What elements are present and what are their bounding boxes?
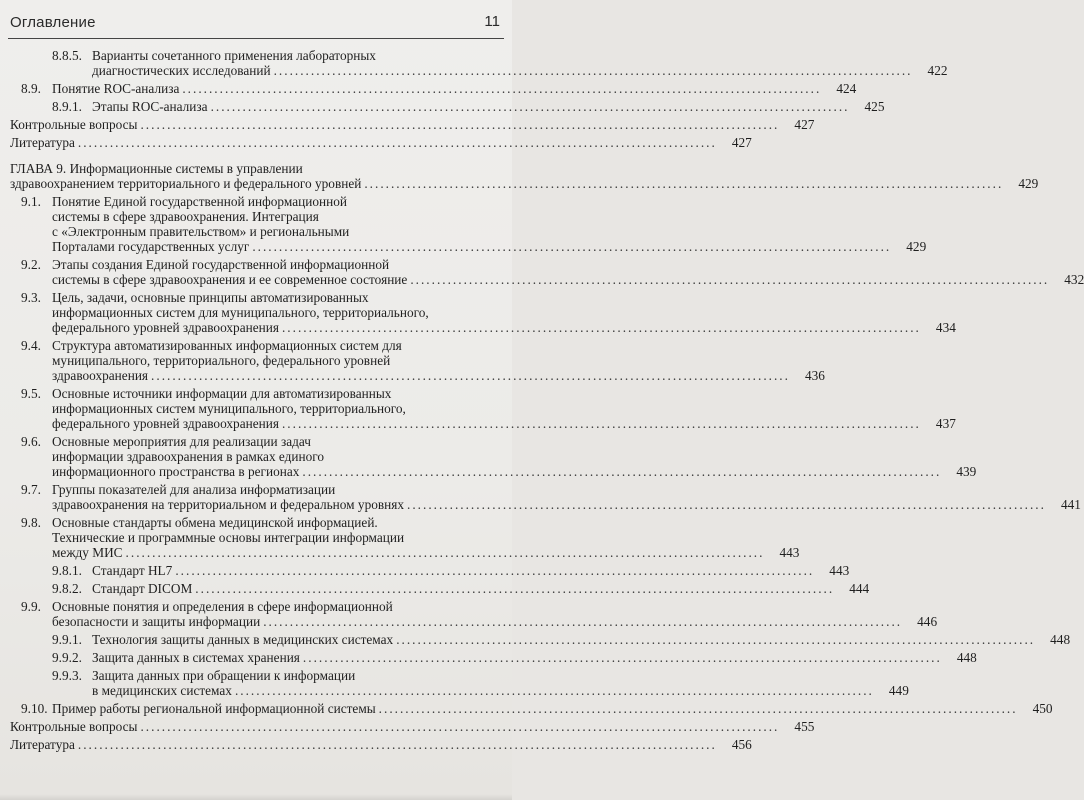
toc-entry-text: Группы показателей для анализа информатизации <box>52 482 336 497</box>
toc-entry-text: информационных систем муниципального, территориального, <box>52 401 406 416</box>
toc-entry-text: системы в сфере здравоохранения и ее современное состояние <box>52 272 408 287</box>
toc-page-number: 443 <box>829 563 850 578</box>
toc-entry-number: 9.9.3. <box>52 668 82 683</box>
toc-entry-text: безопасности и защиты информации <box>52 614 261 629</box>
toc-page-number: 425 <box>864 99 885 114</box>
toc-entry[interactable] <box>0 48 948 78</box>
toc-entry-number: 9.9.1. <box>52 632 82 647</box>
toc-page-number: 444 <box>849 581 870 596</box>
toc-entry[interactable] <box>0 581 870 596</box>
toc-entry-text: Технология защиты данных в медицинских системах <box>92 632 394 647</box>
toc-entry[interactable] <box>0 135 752 150</box>
toc-page-number: 422 <box>927 63 948 78</box>
toc-entry[interactable] <box>0 290 956 335</box>
dot-leader: ........................................................................................................................ <box>175 563 815 578</box>
toc-entry[interactable] <box>0 650 977 665</box>
toc-entry-number: 9.4. <box>21 338 41 353</box>
header-page-number: 11 <box>484 13 500 30</box>
dot-leader: ........................................................................................................................ <box>151 368 790 383</box>
toc-entry-number: 9.5. <box>21 386 41 401</box>
dot-leader: ........................................................................................................................ <box>263 614 903 629</box>
toc-entry-text: Контрольные вопросы <box>10 719 138 734</box>
toc-page-number: 437 <box>935 416 956 431</box>
toc-entry-text: в медицинских системах <box>92 683 232 698</box>
toc-entry-text: Основные источники информации для автоматизированных <box>52 386 392 401</box>
toc-entry[interactable] <box>0 482 1081 512</box>
dot-leader: ........................................................................................................................ <box>281 320 921 335</box>
toc-entry-number: 9.2. <box>21 257 41 272</box>
toc-entry-text: Контрольные вопросы <box>10 117 138 132</box>
toc-entry-number: 9.1. <box>21 194 41 209</box>
toc-entry-text: диагностических исследований <box>92 63 271 78</box>
toc-entry[interactable] <box>0 719 815 734</box>
toc-entry[interactable] <box>0 194 927 254</box>
toc-entry-number: 8.8.5. <box>52 48 82 63</box>
page-edge-shadow <box>0 794 512 800</box>
toc-page-number: 448 <box>956 650 977 665</box>
toc-entry[interactable] <box>0 99 885 114</box>
toc-entry-text: Понятие Единой государственной информационной <box>52 194 347 209</box>
toc-entry-text: Цель, задачи, основные принципы автоматизированных <box>52 290 369 305</box>
toc-entry-text: Стандарт HL7 <box>92 563 173 578</box>
running-header <box>0 0 512 44</box>
toc-page-number: 434 <box>935 320 956 335</box>
toc-page-number: 424 <box>836 81 857 96</box>
toc-entry-text: Понятие ROC-анализа <box>52 81 180 96</box>
toc-entry-text: Порталами государственных услуг <box>52 239 250 254</box>
toc-entry-text: федерального уровней здравоохранения <box>52 416 279 431</box>
toc-page-number: 450 <box>1032 701 1053 716</box>
toc-page-number: 427 <box>731 135 752 150</box>
toc-entry-number: 9.8.1. <box>52 563 82 578</box>
toc-entry-text: между МИС <box>52 545 123 560</box>
dot-leader: ........................................................................................................................ <box>77 737 717 752</box>
toc-entry[interactable] <box>0 701 1053 716</box>
toc-entry[interactable] <box>0 81 857 96</box>
toc-entry-text: федерального уровней здравоохранения <box>52 320 279 335</box>
toc-entry-number: 9.8.2. <box>52 581 82 596</box>
dot-leader: ........................................................................................................................ <box>364 176 1004 191</box>
toc-entry-number: 9.9. <box>21 599 41 614</box>
dot-leader: ........................................................................................................................ <box>182 81 822 96</box>
toc-entry-number: 9.8. <box>21 515 41 530</box>
toc-entry-text: Литература <box>10 135 75 150</box>
toc-entry-text: Этапы создания Единой государственной информационной <box>52 257 390 272</box>
toc-page-number: 448 <box>1050 632 1071 647</box>
toc-entry[interactable] <box>0 338 825 383</box>
toc-entry-text: системы в сфере здравоохранения. Интеграция <box>52 209 319 224</box>
dot-leader: ........................................................................................................................ <box>273 63 913 78</box>
toc-entry-number: 9.9.2. <box>52 650 82 665</box>
toc-page-number: 449 <box>888 683 909 698</box>
toc-entry-text: с «Электронным правительством» и региональными <box>52 224 350 239</box>
toc-entry-text: информации здравоохранения в рамках единого <box>52 449 325 464</box>
toc-page-number: 446 <box>917 614 938 629</box>
toc-page-number: 441 <box>1060 497 1081 512</box>
toc-entry-number: 9.3. <box>21 290 41 305</box>
table-of-contents <box>0 48 1084 755</box>
dot-leader: ........................................................................................................................ <box>302 464 942 479</box>
toc-entry[interactable] <box>0 257 1084 287</box>
dot-leader: ........................................................................................................................ <box>234 683 874 698</box>
dot-leader: ........................................................................................................................ <box>396 632 1036 647</box>
dot-leader: ........................................................................................................................ <box>302 650 942 665</box>
toc-entry[interactable] <box>0 632 1071 647</box>
toc-entry[interactable] <box>0 599 938 629</box>
toc-entry-text: здравоохранения на территориальном и федеральном уровнях <box>52 497 405 512</box>
toc-page-number: 432 <box>1064 272 1084 287</box>
toc-entry-number: 9.6. <box>21 434 41 449</box>
dot-leader: ........................................................................................................................ <box>140 719 780 734</box>
toc-entry-text: Основные понятия и определения в сфере информационной <box>52 599 393 614</box>
toc-entry-text: Технические и программные основы интеграции информации <box>52 530 405 545</box>
toc-entry-text: Этапы ROC-анализа <box>92 99 208 114</box>
toc-entry-text: Пример работы региональной информационной системы <box>52 701 376 716</box>
toc-entry-text: Структура автоматизированных информационных систем для <box>52 338 402 353</box>
toc-entry-text: здравоохранением территориального и федерального уровней <box>10 176 362 191</box>
toc-entry-number: 8.9. <box>21 81 41 96</box>
toc-page-number: 455 <box>794 719 815 734</box>
toc-entry-text: муниципального, территориального, федерального уровней <box>52 353 391 368</box>
dot-leader: ........................................................................................................................ <box>410 272 1050 287</box>
header-rule <box>8 38 504 39</box>
toc-entry-text: Варианты сочетанного применения лабораторных <box>92 48 376 63</box>
dot-leader: ........................................................................................................................ <box>140 117 780 132</box>
dot-leader: ........................................................................................................................ <box>125 545 765 560</box>
toc-entry-number: 9.7. <box>21 482 41 497</box>
toc-entry-text: ГЛАВА 9. Информационные системы в управлении <box>10 161 303 176</box>
header-title: Оглавление <box>10 14 96 31</box>
dot-leader: ........................................................................................................................ <box>252 239 892 254</box>
toc-entry-text: информационных систем для муниципального, территориального, <box>52 305 429 320</box>
toc-entry[interactable] <box>0 434 977 479</box>
toc-entry[interactable] <box>0 563 850 578</box>
toc-page-number: 443 <box>779 545 800 560</box>
toc-entry-number: 9.10. <box>21 701 48 716</box>
toc-entry-text: здравоохранения <box>52 368 149 383</box>
toc-entry[interactable] <box>0 515 800 560</box>
dot-leader: ........................................................................................................................ <box>378 701 1018 716</box>
toc-entry-text: Защита данных в системах хранения <box>92 650 300 665</box>
toc-entry[interactable] <box>0 668 909 698</box>
dot-leader: ........................................................................................................................ <box>195 581 835 596</box>
toc-page-number: 439 <box>956 464 977 479</box>
toc-page-number: 456 <box>731 737 752 752</box>
toc-entry-text: Защита данных при обращении к информации <box>92 668 356 683</box>
dot-leader: ........................................................................................................................ <box>210 99 850 114</box>
toc-entry-text: Литература <box>10 737 75 752</box>
toc-chapter-entry[interactable] <box>0 161 1039 191</box>
toc-page-number: 429 <box>906 239 927 254</box>
toc-entry-text: Стандарт DICOM <box>92 581 193 596</box>
toc-entry-number: 8.9.1. <box>52 99 82 114</box>
toc-entry-text: Основные стандарты обмена медицинской информацией. <box>52 515 378 530</box>
dot-leader: ........................................................................................................................ <box>407 497 1046 512</box>
dot-leader: ........................................................................................................................ <box>77 135 717 150</box>
toc-entry[interactable] <box>0 737 752 752</box>
toc-entry[interactable] <box>0 386 956 431</box>
toc-entry-text: Основные мероприятия для реализации задач <box>52 434 311 449</box>
toc-page-number: 427 <box>794 117 815 132</box>
toc-entry-text: информационного пространства в регионах <box>52 464 300 479</box>
toc-page-number: 436 <box>805 368 825 383</box>
toc-page-number: 429 <box>1018 176 1039 191</box>
toc-entry[interactable] <box>0 117 815 132</box>
dot-leader: ........................................................................................................................ <box>281 416 921 431</box>
